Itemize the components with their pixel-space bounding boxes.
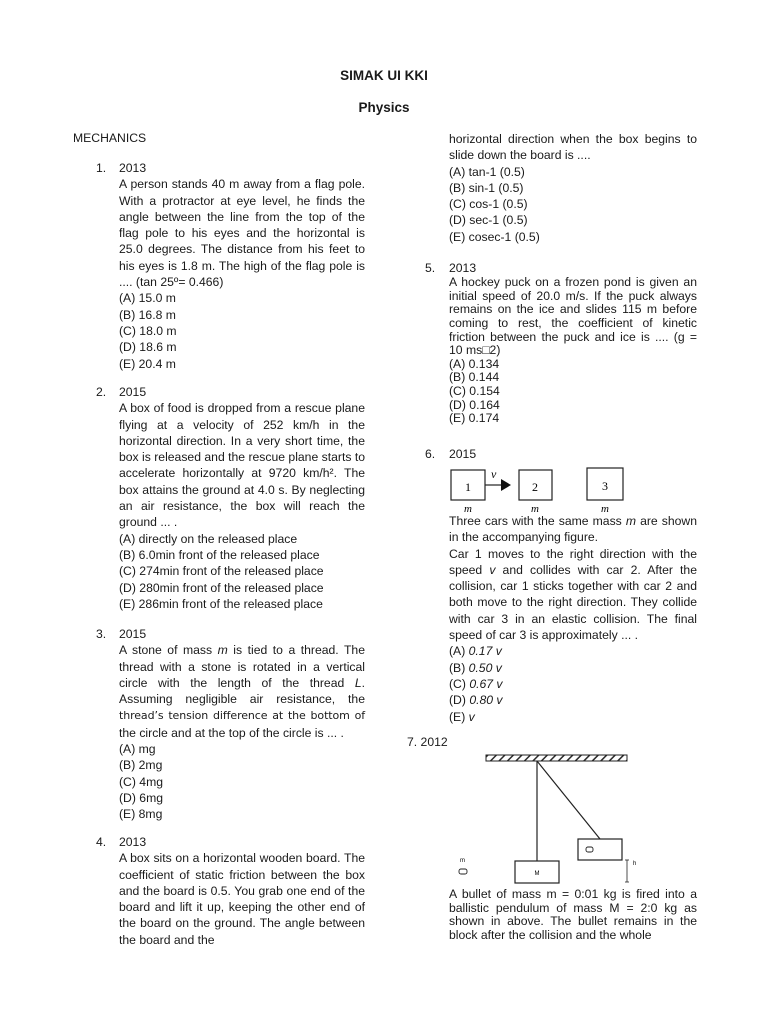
bullet-mass-label: m xyxy=(460,858,465,864)
option: (A) 0.134 xyxy=(449,356,500,371)
options-list xyxy=(449,643,697,724)
question-year: 2015 xyxy=(119,627,147,641)
option: (C) 18.0 m xyxy=(119,323,177,338)
car-3-mass-label: m xyxy=(601,503,609,515)
question-text: A person stands 40 m away from a flag pole. With a protractor at eye level, he finds the angle between the line from the top of the flag pole to his eyes and the horizontal is 25.0 degrees. The distance from his feet to his eyes is 1.8 m. The high of the flag pole is .... (tan 25º= 0.466) xyxy=(119,177,365,290)
height-label: h xyxy=(633,861,637,867)
question-text-continued: horizontal direction when the box begins to slide down the board is .... xyxy=(449,132,697,163)
option: (E) 286min front of the released place xyxy=(119,596,323,611)
mass-symbol: m xyxy=(625,514,636,528)
question-text: A stone of mass m is tied to a thread. The thread with a stone is rotated in a vertical circle with the length of the thread L. Assuming negligible air resistance, the thread’s tension difference at the bottom of the circle and at the top of the circle is ... . xyxy=(119,643,365,740)
option: (D) 280min front of the released place xyxy=(119,580,324,595)
question-year: 2015 xyxy=(119,385,147,399)
pendulum-block-raised xyxy=(578,839,622,860)
question-3 xyxy=(96,626,366,823)
question-4-continued xyxy=(425,131,697,245)
question-2 xyxy=(96,384,366,612)
question-7-heading: 7. 2012 xyxy=(407,735,448,749)
ballistic-pendulum-figure xyxy=(440,751,660,886)
question-7-body xyxy=(425,888,697,942)
option: (A) mg xyxy=(119,742,156,757)
question-text: A bullet of mass m = 0:01 kg is fired into a ballistic pendulum of mass M = 2:0 kg as shown in above. The bullet remains in the block after the collision and the whole xyxy=(449,887,697,942)
question-number: 2. xyxy=(96,385,107,399)
question-text: A box of food is dropped from a rescue plane flying at a velocity of 252 km/h in the horizontal direction. In a very short time, the box is released and the rescue plane starts to accelerate horizontally at 9720 km/h². The box attains the ground at 4.0 s. By neglecting an air resistance, the box will reach the ground ... . xyxy=(119,401,365,530)
question-year: 2013 xyxy=(449,261,477,275)
length-symbol: L xyxy=(354,675,362,690)
option: (E) 0.174 xyxy=(449,411,500,426)
option: (D) 0.80 v xyxy=(449,693,503,708)
car-3-label: 3 xyxy=(602,479,608,493)
question-text: A box sits on a horizontal wooden board. The coefficient of static friction between the box and the board is 0.5. You grab one end of the board and lift it up, keeping the other end of the board on the ground. The angle between the board and the xyxy=(119,851,365,947)
option: (E) cosec-1 (0.5) xyxy=(449,229,540,244)
option: (C) 0.154 xyxy=(449,384,500,399)
option: (E) 20.4 m xyxy=(119,356,176,371)
option: (B) 0.144 xyxy=(449,370,500,385)
section-heading: MECHANICS xyxy=(73,131,147,145)
options-list xyxy=(119,531,365,612)
document-subtitle: Physics xyxy=(358,100,410,115)
car-2-mass-label: m xyxy=(531,503,539,515)
ceiling-support xyxy=(486,755,627,761)
option: (C) 4mg xyxy=(119,774,164,789)
option: (B) 16.8 m xyxy=(119,307,176,322)
car-1-mass-label: m xyxy=(464,503,472,515)
pendulum-string-swung xyxy=(537,761,600,839)
question-number: 1. xyxy=(96,161,107,175)
mass-symbol: m xyxy=(217,643,228,658)
options-list xyxy=(119,741,365,822)
option: (B) 2mg xyxy=(119,758,163,773)
option: (B) sin-1 (0.5) xyxy=(449,180,524,195)
option: (A) tan-1 (0.5) xyxy=(449,164,525,179)
block-mass-label: M xyxy=(534,871,540,877)
velocity-label: v xyxy=(491,467,497,481)
option: (D) 0.164 xyxy=(449,397,500,412)
three-cars-figure xyxy=(449,466,639,516)
option: (E) v xyxy=(449,709,475,724)
option: (E) 8mg xyxy=(119,807,163,822)
question-5 xyxy=(425,260,697,426)
question-1 xyxy=(96,160,366,372)
question-4 xyxy=(96,834,366,948)
option: (D) sec-1 (0.5) xyxy=(449,213,528,228)
question-text-2: Car 1 moves to the right direction with the speed v and collides with car 2. After the collision, car 1 sticks together with car 2 and both move to the right direction. They collide with car 3 in an elastic collision. The final speed of car 3 is approximately ... . xyxy=(449,546,697,643)
options-list xyxy=(449,358,697,426)
question-text: A hockey puck on a frozen pond is given an initial speed of 20.0 m/s. If the puck always remains on the ice and slides 115 m before coming to rest, the coefficient of kinetic friction between the puck and ice is .... (g = 10 ms□2) xyxy=(449,275,697,358)
question-text: Three cars with the same mass m are shown in the accompanying figure. xyxy=(449,514,697,545)
options-list xyxy=(449,164,697,245)
question-number: 3. xyxy=(96,627,107,641)
option: (B) 0.50 v xyxy=(449,660,502,675)
option: (A) 0.17 v xyxy=(449,644,502,659)
bullet xyxy=(459,869,467,874)
option: (A) directly on the released place xyxy=(119,531,298,546)
speed-symbol: v xyxy=(489,562,496,577)
document-title: SIMAK UI KKI xyxy=(340,68,428,83)
car-2-label: 2 xyxy=(532,480,538,494)
option: (B) 6.0min front of the released place xyxy=(119,547,320,562)
question-year: 2015 xyxy=(449,447,477,461)
question-6-body xyxy=(425,513,697,725)
question-number: 5. xyxy=(425,261,436,275)
car-1-label: 1 xyxy=(465,480,471,494)
option: (D) 6mg xyxy=(119,790,164,805)
option: (D) 18.6 m xyxy=(119,340,177,355)
option: (C) 274min front of the released place xyxy=(119,564,324,579)
option: (C) cos-1 (0.5) xyxy=(449,197,528,212)
question-number: 6. xyxy=(425,447,436,461)
question-6 xyxy=(425,446,697,462)
options-list xyxy=(119,290,365,371)
option: (C) 0.67 v xyxy=(449,676,503,691)
option: (A) 15.0 m xyxy=(119,291,176,306)
question-year: 2013 xyxy=(119,835,147,849)
velocity-arrow-head xyxy=(501,479,511,491)
question-number: 4. xyxy=(96,835,107,849)
question-year: 2013 xyxy=(119,161,147,175)
